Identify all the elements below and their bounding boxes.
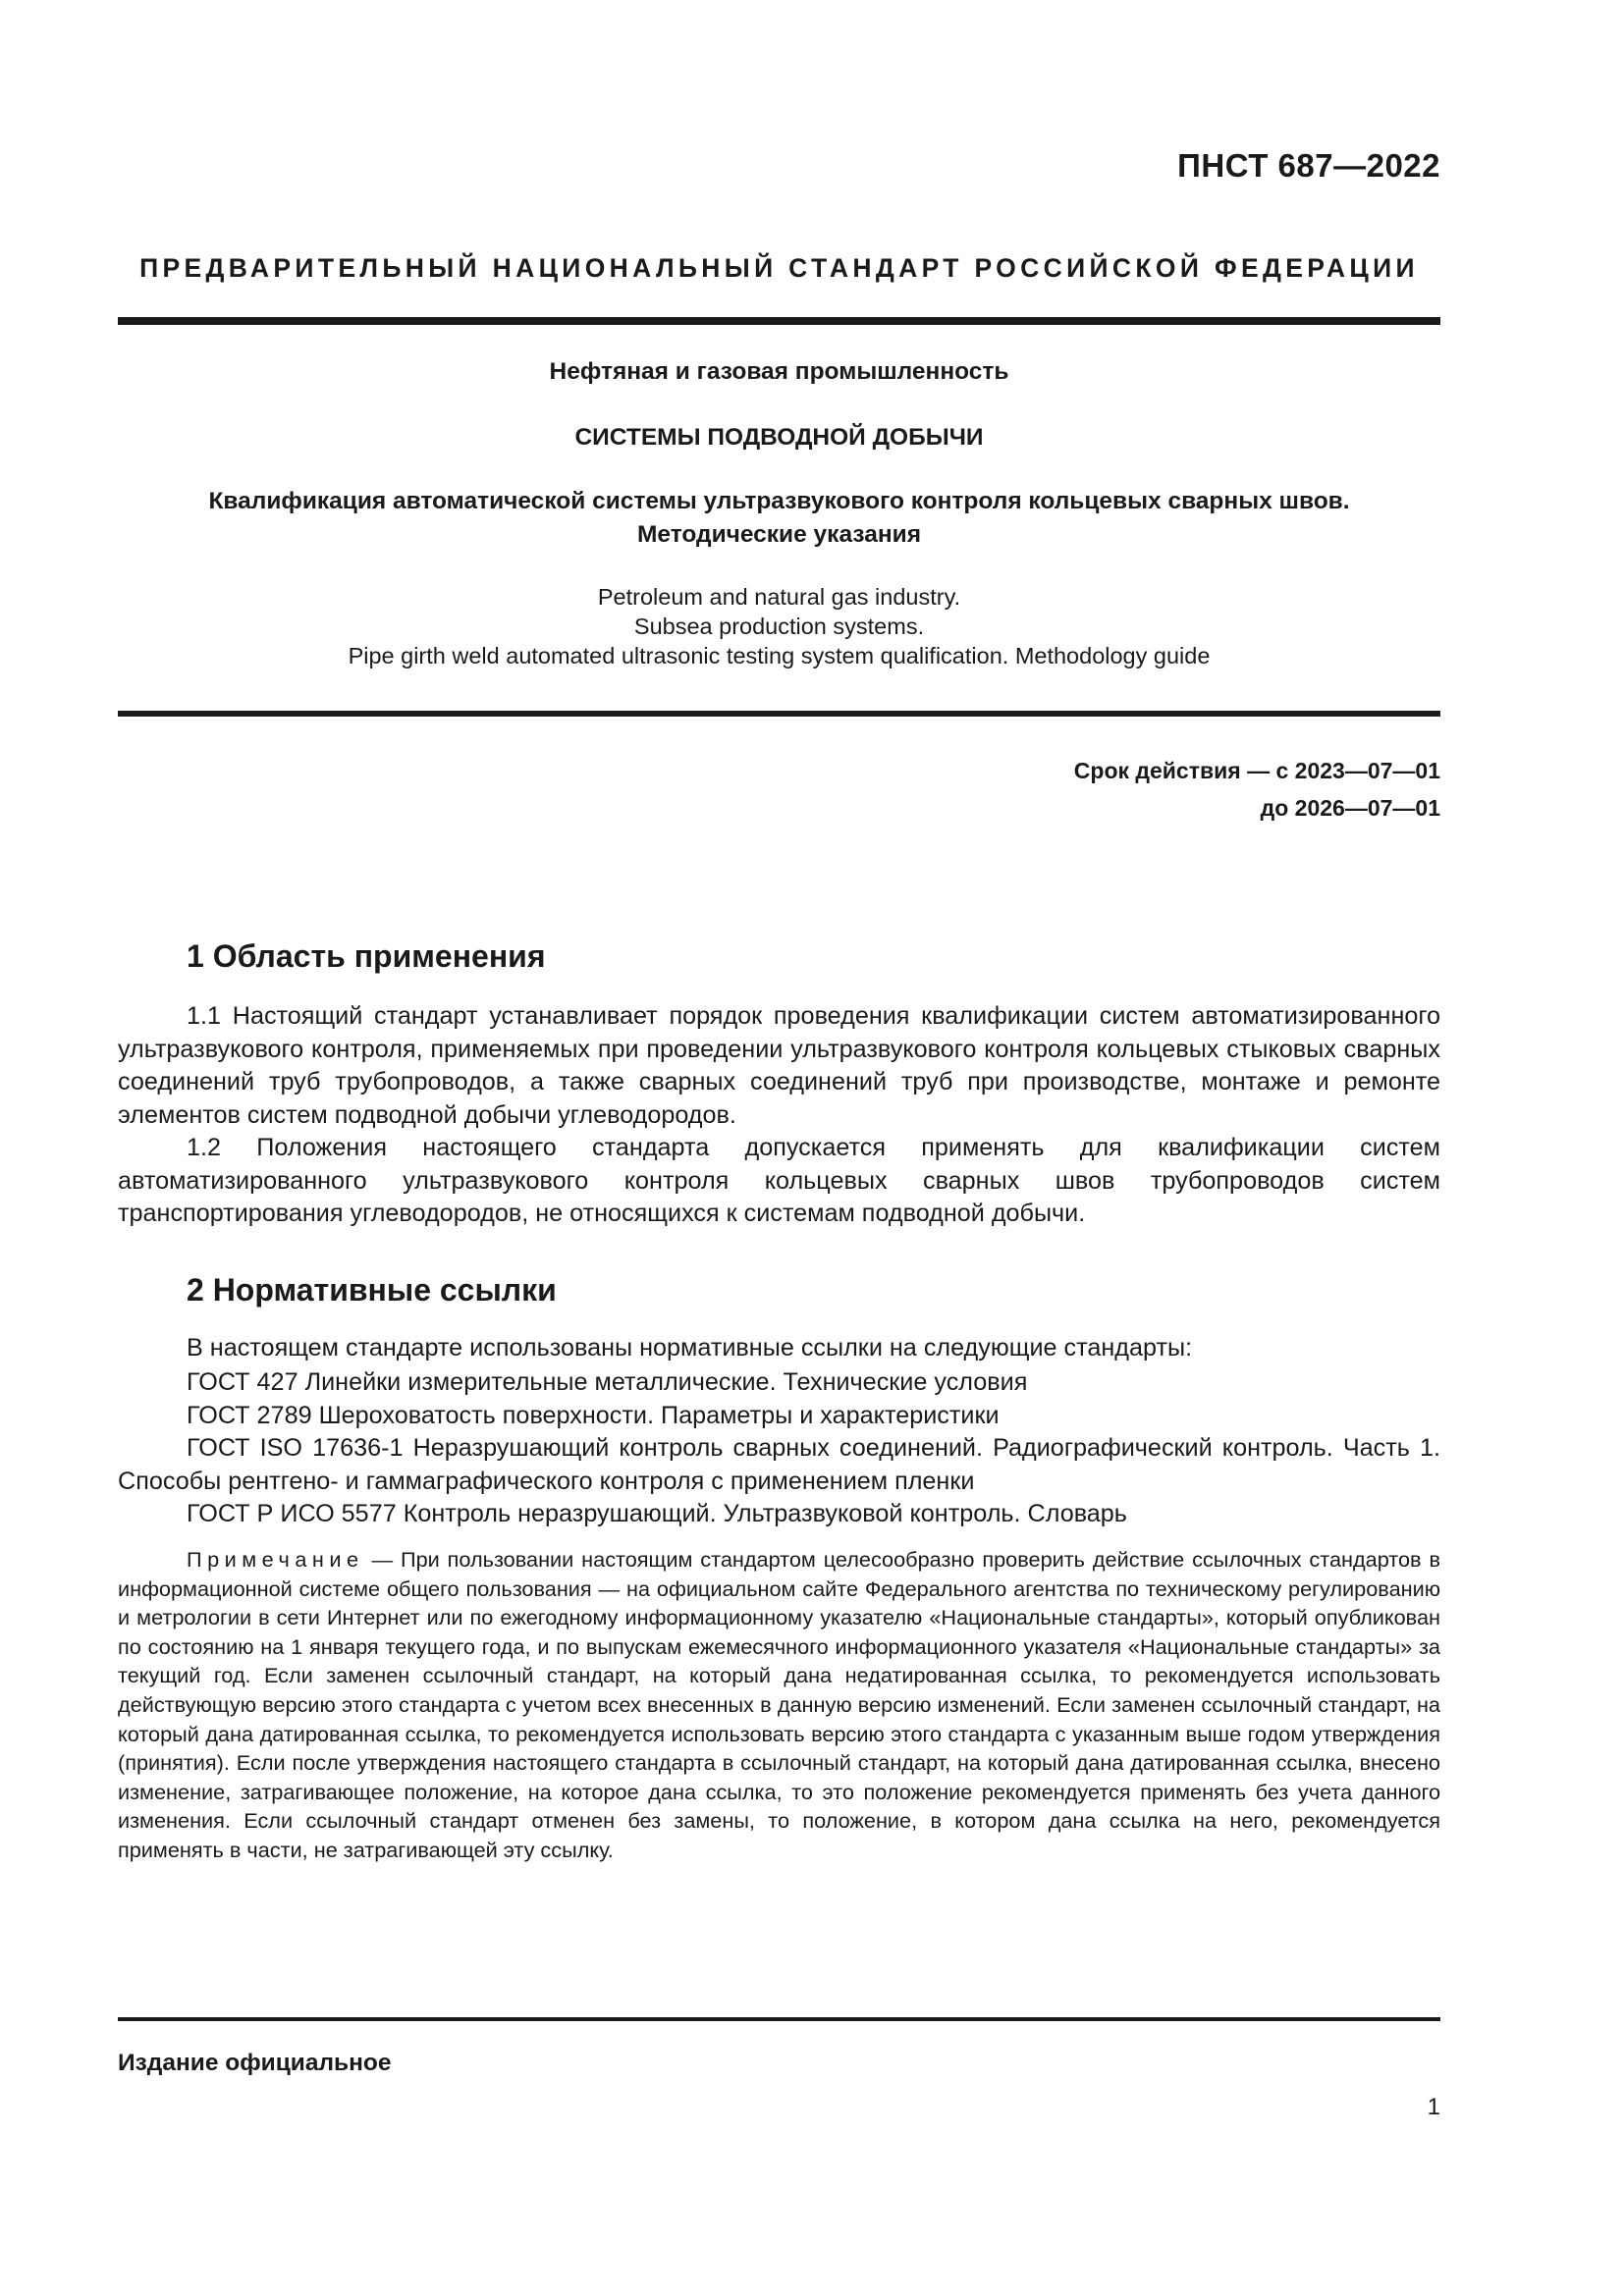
title-industry: Нефтяная и газовая промышленность [549,358,1009,385]
references-intro: В настоящем стандарте использованы нормативные ссылки на следующие стандарты: [187,1334,1193,1362]
title-en-line1: Petroleum and natural gas industry. [597,584,961,610]
reference-item: ГОСТ Р ИСО 5577 Контроль неразрушающий. Ультразвуковой контроль. Словарь [187,1500,1127,1527]
title-main-line2: Методические указания [637,521,921,548]
footer-divider [118,2017,1440,2021]
references-list [118,1366,1440,1531]
paragraph-2-text: 1.2 Положения настоящего стандарта допускается применять для квалификации систем автоматизированного ультразвукового контроля кольцевых сварных швов трубопроводов систем транспортирования углеводородов, не относящихся к системам подводной добычи. [118,1134,1440,1227]
references-note [118,1545,1440,1865]
reference-item: ГОСТ 427 Линейки измерительные металлические. Технические условия [187,1368,1028,1396]
section-2-heading: 2 Нормативные ссылки [187,1272,557,1308]
standard-type-heading: ПРЕДВАРИТЕЛЬНЫЙ НАЦИОНАЛЬНЫЙ СТАНДАРТ РОССИЙСКОЙ ФЕДЕРАЦИИ [139,253,1419,283]
title-divider [118,711,1440,717]
title-en-line3: Pipe girth weld automated ultrasonic testing system qualification. Methodology guide [348,643,1211,668]
reference-item: ГОСТ ISO 17636-1 Неразрушающий контроль сварных соединений. Радиографический контроль. Часть 1. Способы рентгено- и гаммаграфического контроля с применением пленки [118,1434,1440,1495]
title-en-line2: Subsea production systems. [633,614,925,639]
paragraph-1-text: 1.1 Настоящий стандарт устанавливает порядок проведения квалификации систем автоматизированного ультразвукового контроля, применяемых при проведении ультразвукового контроля кольцевых стыковых сварных соединений труб трубопроводов, а также сварных соединений труб при производстве, монтаже и ремонте элементов систем подводной добычи углеводородов. [118,1002,1440,1129]
validity-from: Срок действия — с 2023—07—01 [1073,758,1440,783]
note-text: — При пользовании настоящим стандартом целесообразно проверить действие ссылочных стандартов в информационной системе общего пользования — на официальном сайте Федерального агентства по техническому регулированию и метрологии в сети Интернет или по ежегодному информационному указателю «Национальные стандарты», который опубликован по состоянию на 1 января текущего года, и по выпускам ежемесячного информационного указателя «Национальные стандарты» за текущий год. Если заменен ссылочный стандарт, на который дана недатированная ссылка, то рекомендуется использовать действующую версию этого стандарта с учетом всех внесенных в данную версию изменений. Если заменен ссылочный стандарт, на который дана датированная ссылка, то рекомендуется использовать версию этого стандарта с указанным выше годом утверждения (принятия). Если после утверждения настоящего стандарта в ссылочный стандарт, на который дана датированная ссылка, внесено изменение, затрагивающее положение, на которое дана ссылка, то это положение рекомендуется применять без учета данного изменения. Если ссылочный стандарт отменен без замены, то положение, в котором дана ссылка на него, рекомендуется применять в части, не затрагивающей эту ссылку. [118,1547,1440,1862]
section-1-heading: 1 Область применения [187,938,546,974]
validity-period [1074,752,1440,827]
official-edition-label: Издание официальное [118,2050,392,2076]
section-1-paragraph-2 [118,1132,1440,1231]
reference-item: ГОСТ 2789 Шероховатость поверхности. Параметры и характеристики [187,1401,1000,1429]
title-main-line1: Квалификация автоматической системы ультразвукового контроля кольцевых сварных швов. [208,488,1350,514]
top-divider [118,317,1440,325]
title-main [118,485,1440,552]
title-english [118,582,1440,670]
note-label: Примечание [187,1547,364,1572]
title-system: СИСТЕМЫ ПОДВОДНОЙ ДОБЫЧИ [574,424,984,451]
validity-to: до 2026—07—01 [1260,795,1440,821]
standard-designation: ПНСТ 687—2022 [1177,147,1440,184]
page-number: 1 [1427,2094,1440,2120]
section-1-paragraph-1 [118,1000,1440,1132]
